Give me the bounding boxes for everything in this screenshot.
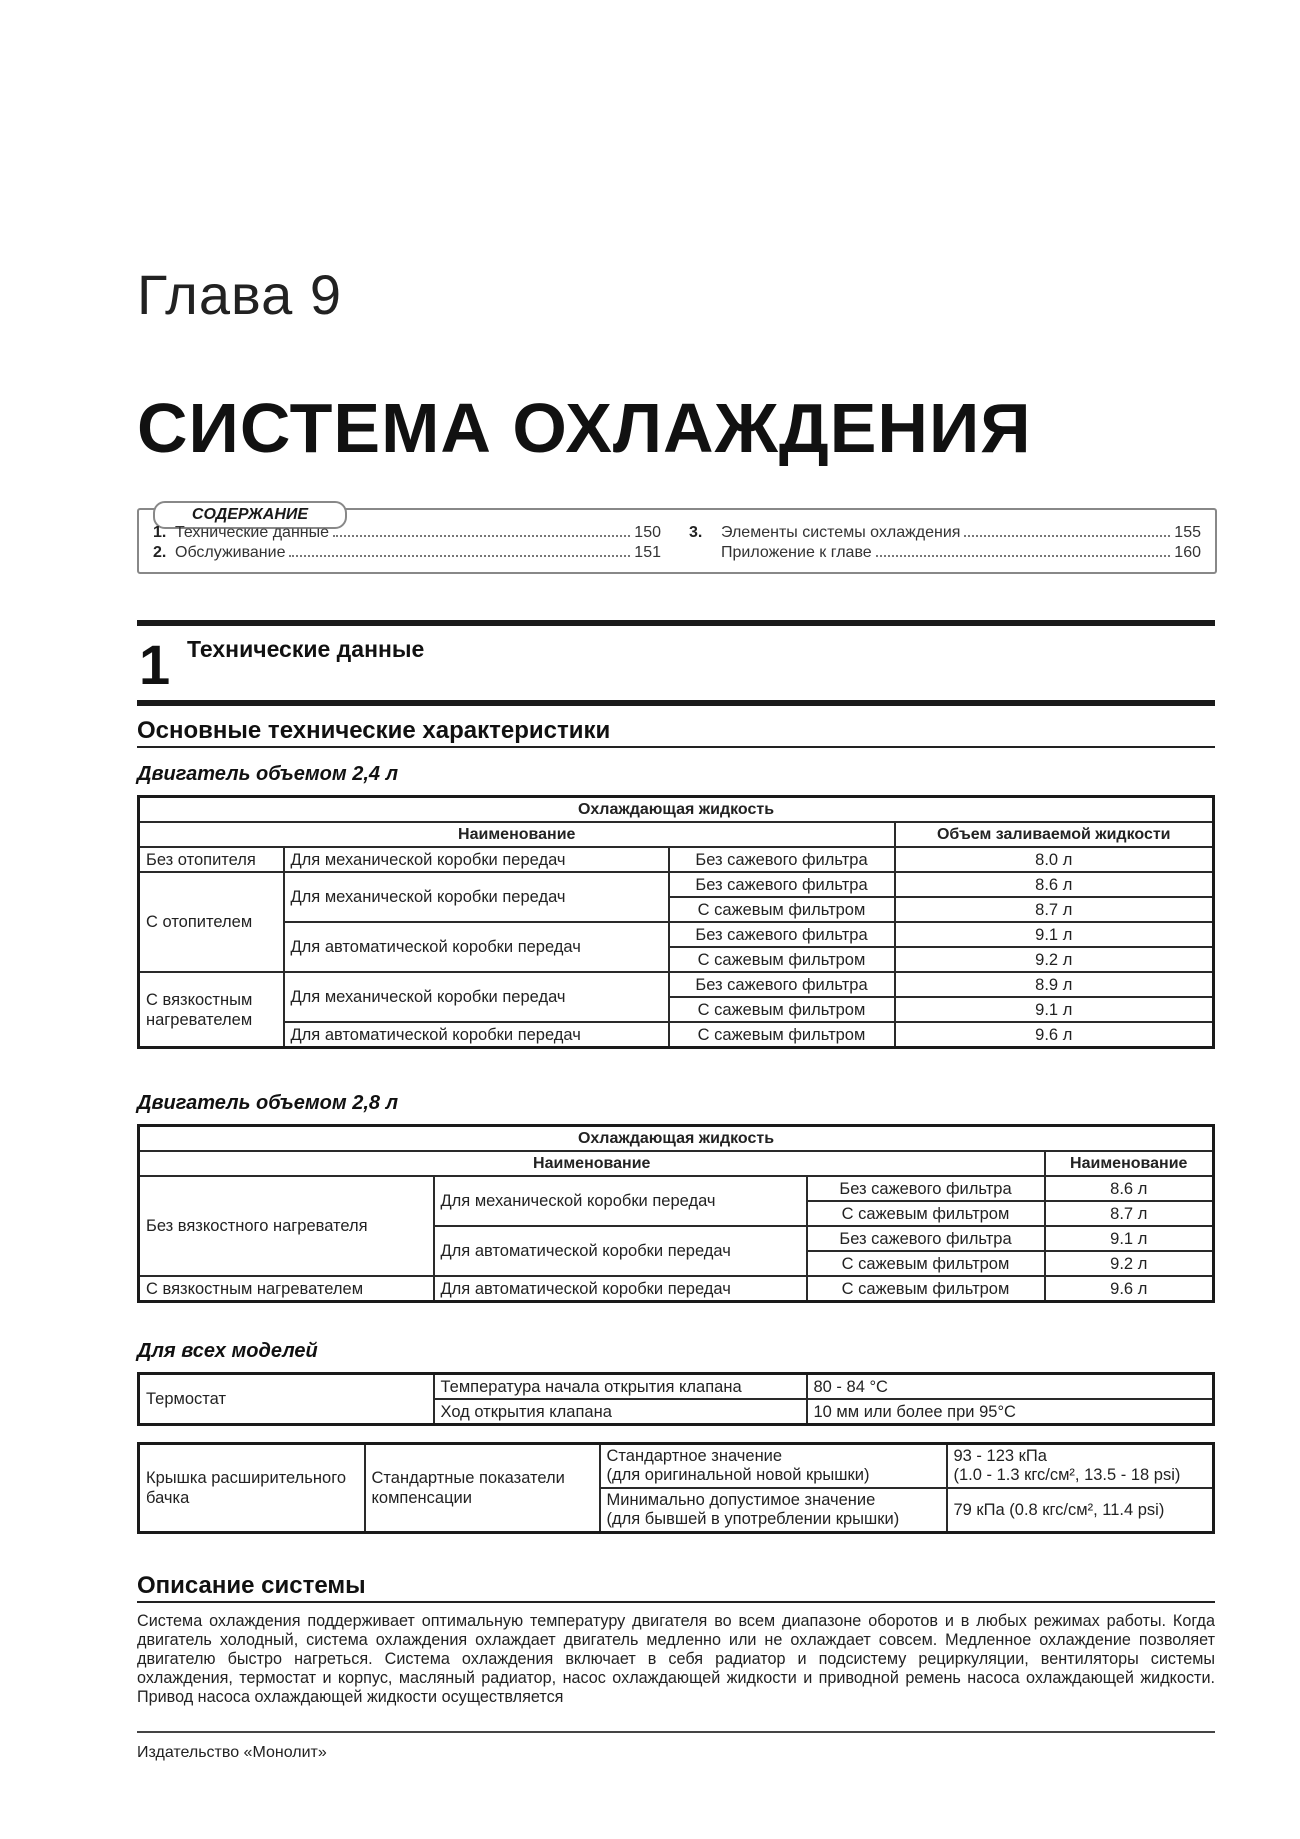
cell: Для автоматической коробки передач bbox=[284, 1022, 669, 1048]
specs-heading: Основные технические характеристики bbox=[137, 717, 611, 744]
cell-value bbox=[947, 1444, 1214, 1489]
cell: Для механической коробки передач bbox=[284, 847, 669, 872]
section-rule-top bbox=[137, 620, 1215, 626]
cell: Для автоматической коробки передач bbox=[434, 1226, 807, 1276]
heading-underline bbox=[137, 1601, 1215, 1603]
cell-value: 9.6 л bbox=[895, 1022, 1214, 1048]
cell: Термостат bbox=[139, 1374, 434, 1425]
cell-value: 9.1 л bbox=[1045, 1226, 1214, 1251]
table-row bbox=[139, 847, 1214, 872]
column-header-volume: Объем заливаемой жидкости bbox=[895, 822, 1214, 847]
chapter-label: Глава 9 bbox=[137, 263, 342, 326]
min-label-line: Минимально допустимое значение bbox=[606, 1491, 876, 1509]
cell-value: 8.6 л bbox=[1045, 1176, 1214, 1201]
cell: Без сажевого фильтра bbox=[669, 972, 895, 997]
cell-value: 9.1 л bbox=[895, 997, 1214, 1022]
cell: С вязкостным нагревателем bbox=[139, 1276, 434, 1302]
std-label-line: Стандартное значение bbox=[606, 1447, 783, 1465]
toc-item-page: 155 bbox=[1174, 524, 1201, 541]
section-title: Технические данные bbox=[187, 636, 425, 662]
cell: С сажевым фильтром bbox=[669, 947, 895, 972]
engine28-table bbox=[137, 1124, 1215, 1303]
cell: Для механической коробки передач bbox=[284, 872, 669, 922]
cell: С сажевым фильтром bbox=[807, 1251, 1045, 1276]
cell-value: 8.9 л bbox=[895, 972, 1214, 997]
toc-leader bbox=[333, 524, 630, 537]
min-label-line: (для бывшей в употреблении крышки) bbox=[606, 1510, 900, 1528]
toc-leader bbox=[964, 524, 1170, 537]
cell: Без вязкостного нагревателя bbox=[139, 1176, 434, 1276]
toc-item-page: 160 bbox=[1174, 544, 1201, 561]
cell: Стандартные показатели компенсации bbox=[365, 1444, 600, 1533]
toc-leader bbox=[289, 544, 630, 557]
cell: Температура начала открытия клапана bbox=[434, 1374, 807, 1400]
toc-item-label: Обслуживание bbox=[175, 544, 286, 561]
cell: С сажевым фильтром bbox=[807, 1201, 1045, 1226]
cell: С сажевым фильтром bbox=[669, 1022, 895, 1048]
cell: С сажевым фильтром bbox=[669, 997, 895, 1022]
radiator-cap-table bbox=[137, 1442, 1215, 1534]
toc-item-label: Элементы системы охлаждения bbox=[721, 524, 961, 541]
table-row bbox=[139, 1374, 1214, 1400]
column-header-name: Наименование bbox=[139, 822, 895, 847]
toc-item-number: 2. bbox=[153, 544, 167, 561]
std-label-line: (для оригинальной новой крышки) bbox=[606, 1466, 870, 1484]
toc-item[interactable] bbox=[153, 544, 661, 562]
cell: Для механической коробки передач bbox=[284, 972, 669, 1022]
cap-label: Крышка расширительного бачка bbox=[146, 1469, 347, 1507]
std-value-line: 93 - 123 кПа bbox=[953, 1447, 1047, 1465]
description-heading: Описание системы bbox=[137, 1572, 366, 1599]
cell bbox=[139, 1444, 365, 1533]
cell: Ход открытия клапана bbox=[434, 1399, 807, 1425]
cell: Для автоматической коробки передач bbox=[434, 1276, 807, 1302]
cell: Без сажевого фильтра bbox=[669, 922, 895, 947]
engine24-table bbox=[137, 795, 1215, 1049]
cell-value: 9.2 л bbox=[1045, 1251, 1214, 1276]
cell-value: 9.2 л bbox=[895, 947, 1214, 972]
toc-item-label: Технические данные bbox=[175, 524, 330, 541]
engine28-heading: Двигатель объемом 2,8 л bbox=[137, 1092, 399, 1114]
toc-item-number bbox=[689, 544, 721, 562]
cell-value: 8.7 л bbox=[1045, 1201, 1214, 1226]
toc-item-number: 1. bbox=[153, 524, 167, 541]
cell: Без сажевого фильтра bbox=[669, 872, 895, 897]
cell: Для автоматической коробки передач bbox=[284, 922, 669, 972]
cell: С сажевым фильтром bbox=[669, 897, 895, 922]
engine24-heading: Двигатель объемом 2,4 л bbox=[137, 763, 399, 785]
table-row bbox=[139, 1444, 1214, 1489]
toc-item-page: 151 bbox=[634, 544, 661, 561]
toc-item[interactable] bbox=[689, 524, 1201, 542]
cell-value: 9.1 л bbox=[895, 922, 1214, 947]
cell: С вязкостным нагревателем bbox=[139, 972, 284, 1048]
cell bbox=[600, 1488, 947, 1533]
all-models-heading: Для всех моделей bbox=[137, 1340, 318, 1362]
table-row bbox=[139, 1276, 1214, 1302]
cell-value: 9.6 л bbox=[1045, 1276, 1214, 1302]
cell: С отопителем bbox=[139, 872, 284, 972]
cell-value: 8.0 л bbox=[895, 847, 1214, 872]
table-row bbox=[139, 972, 1214, 997]
table-row bbox=[139, 922, 1214, 947]
section-number: 1 bbox=[139, 633, 171, 696]
toc-leader bbox=[876, 544, 1171, 557]
cell: Без сажевого фильтра bbox=[807, 1226, 1045, 1251]
cell: Без отопителя bbox=[139, 847, 284, 872]
cell bbox=[600, 1444, 947, 1489]
toc-item-page: 150 bbox=[634, 524, 661, 541]
column-header-volume: Наименование bbox=[1045, 1151, 1214, 1176]
toc-heading: СОДЕРЖАНИЕ bbox=[153, 501, 347, 529]
toc-item-number: 3. bbox=[689, 524, 703, 541]
footer-rule bbox=[137, 1731, 1215, 1733]
cell-value: 8.7 л bbox=[895, 897, 1214, 922]
thermostat-table bbox=[137, 1372, 1215, 1426]
cell: Без сажевого фильтра bbox=[807, 1176, 1045, 1201]
table-of-contents bbox=[137, 508, 1217, 574]
description-text: Система охлаждения поддерживает оптимальную температуру двигателя во всем диапазоне оборотов и в любых режимах работы. Когда двигатель холодный, система охлаждения охлаждает двигатель медленно или не охлаждает совсем. Медленное охлаждение позволяет двигателю быстро нагреться. Система охлаждения включает в себя радиатор и подсистему рециркуляции, вентиляторы системы охлаждения, термостат и корпус, масляный радиатор, насос охлаждающей жидкости и приводной ремень насоса охлаждающей жидкости. Привод насоса охлаждающей жидкости осуществляется bbox=[137, 1612, 1215, 1706]
chapter-title: СИСТЕМА ОХЛАЖДЕНИЯ bbox=[137, 389, 1032, 467]
toc-item[interactable] bbox=[153, 524, 661, 542]
cell-value: 79 кПа (0.8 кгс/см², 11.4 psi) bbox=[947, 1488, 1214, 1533]
heading-underline bbox=[137, 746, 1215, 748]
cell: С сажевым фильтром bbox=[807, 1276, 1045, 1302]
cell: Для механической коробки передач bbox=[434, 1176, 807, 1226]
table-caption: Охлаждающая жидкость bbox=[139, 797, 1214, 823]
cell: Без сажевого фильтра bbox=[669, 847, 895, 872]
table-row bbox=[139, 1176, 1214, 1201]
section-rule-bottom bbox=[137, 700, 1215, 706]
toc-item[interactable] bbox=[689, 544, 1201, 562]
cell-value: 10 мм или более при 95°C bbox=[807, 1399, 1214, 1425]
publisher-footer: Издательство «Монолит» bbox=[137, 1744, 327, 1761]
table-row bbox=[139, 872, 1214, 897]
table-row bbox=[139, 1022, 1214, 1048]
cell-value: 80 - 84 °C bbox=[807, 1374, 1214, 1400]
column-header-name: Наименование bbox=[139, 1151, 1045, 1176]
table-caption: Охлаждающая жидкость bbox=[139, 1126, 1214, 1152]
std-value-line: (1.0 - 1.3 кгс/см², 13.5 - 18 psi) bbox=[953, 1466, 1181, 1484]
cell-value: 8.6 л bbox=[895, 872, 1214, 897]
toc-item-label: Приложение к главе bbox=[721, 544, 872, 561]
